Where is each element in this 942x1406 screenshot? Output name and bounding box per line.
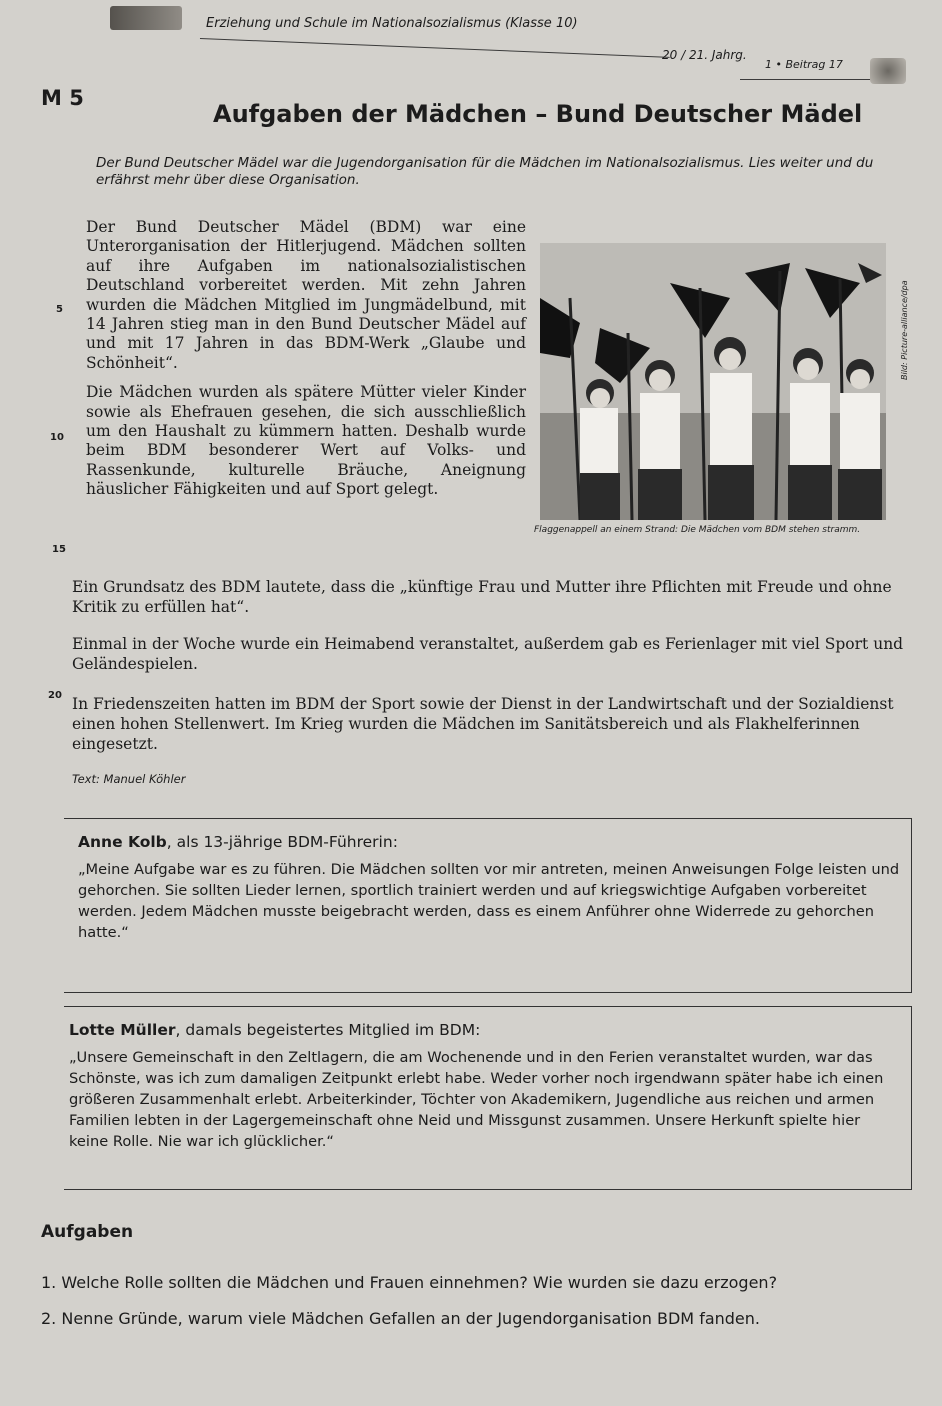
task-number: 2. (41, 1309, 57, 1328)
quote-text: „Unsere Gemeinschaft in den Zeltlagern, die am Wochenende und in den Ferien veranstaltet wurden, war das Schönste, was ich zum damaligen Zeitpunkt erlebt habe. Weder vorher noch irgendwann später habe ich einen größeren Zusammenhalt erlebt. Arbeiterkinder, Töchter von Akademikern, Jugendliche aus reichen und armen Familien lebten in der Lagergemeinschaft ohne Neid und Missgunst zusammen. Unsere Herkunft spielte hier keine Rolle. Nie war ich glücklicher.“ (69, 1049, 884, 1150)
quote-box-anne-kolb (64, 818, 912, 993)
page-title: Aufgaben der Mädchen – Bund Deutscher Mädel (213, 100, 863, 128)
line-number: 5 (56, 304, 63, 315)
series-badge-icon (870, 58, 906, 84)
header-rule-right (740, 79, 870, 80)
speaker-name: Anne Kolb (78, 833, 167, 851)
task-item (41, 1273, 911, 1292)
beitrag-label: 1 • Beitrag 17 (765, 58, 843, 71)
body-column (86, 218, 526, 500)
task-list (41, 1273, 911, 1345)
paragraph-4: Einmal in der Woche wurde ein Heimabend veranstaltet, außerdem gab es Ferienlager mit viel Sport und Geländespielen. (72, 635, 904, 673)
quote-speaker (78, 833, 901, 851)
paragraph-3: Ein Grundsatz des BDM lautete, dass die „künftige Frau und Mutter ihre Pflichten mit Freude und ohne Kritik zu erfüllen hat“. (72, 578, 892, 616)
line-number: 10 (50, 432, 64, 443)
quote-speaker (69, 1021, 901, 1039)
task-item (41, 1309, 911, 1328)
intro-text: Der Bund Deutscher Mädel war die Jugendorganisation für die Mädchen im Nationalsozialismus. Lies weiter und du erfährst mehr über diese Organisation. (96, 155, 874, 188)
quote-text: „Meine Aufgabe war es zu führen. Die Mädchen sollten vor mir antreten, meinen Anweisungen Folge leisten und gehorchen. Sie sollten Lieder lernen, sportlich trainiert werden und auf kriegswichtige Aufgaben vorbereitet werden. Jedem Mädchen musste beigebracht werden, dass es einem Anführer ohne Widerrede zu gehorchen hatte.“ (78, 861, 900, 941)
material-label: M 5 (41, 86, 84, 110)
speaker-name: Lotte Müller (69, 1021, 176, 1039)
paragraph-2: Die Mädchen wurden als spätere Mütter vieler Kinder sowie als Ehefrauen gesehen, die sich ausschließlich um den Haushalt zu kümmern hatten. Deshalb wurde beim BDM besonderer Wert auf Volks- und Rassenkunde, kulturelle Bräuche, Aneignung häuslicher Fähigkeiten und auf Sport gelegt. (86, 383, 526, 499)
bdm-photo (540, 243, 886, 520)
speaker-role: , damals begeistertes Mitglied im BDM: (175, 1021, 481, 1039)
task-number: 1. (41, 1273, 57, 1292)
task-text: Welche Rolle sollten die Mädchen und Frauen einnehmen? Wie wurden sie dazu erzogen? (61, 1273, 778, 1292)
year-label: 20 / 21. Jahrg. (662, 48, 747, 62)
text-source: Text: Manuel Köhler (72, 772, 186, 786)
series-title: Erziehung und Schule im Nationalsozialismus (Klasse 10) (206, 16, 578, 31)
publisher-logo (110, 6, 182, 30)
quote-box-lotte-mueller (64, 1006, 912, 1190)
task-text: Nenne Gründe, warum viele Mädchen Gefallen an der Jugendorganisation BDM fanden. (61, 1309, 760, 1328)
line-number: 20 (48, 690, 62, 701)
paragraph-1: Der Bund Deutscher Mädel (BDM) war eine Unterorganisation der Hitlerjugend. Mädchen sollten auf ihre Aufgaben im nationalsozialistischen Deutschland vorbereitet werden. Mit zehn Jahren wurden die Mädchen Mitglied im Jungmädelbund, mit 14 Jahren stieg man in den Bund Deutscher Mädel auf und mit 17 Jahren in das BDM-Werk „Glaube und Schönheit“. (86, 218, 526, 372)
photo-illustration (540, 243, 886, 520)
speaker-role: , als 13-jährige BDM-Führerin: (166, 833, 398, 851)
tasks-heading: Aufgaben (41, 1222, 134, 1242)
photo-caption: Flaggenappell an einem Strand: Die Mädchen vom BDM stehen stramm. (534, 525, 861, 535)
header-rule (200, 38, 670, 58)
paragraph-5: In Friedenszeiten hatten im BDM der Sport sowie der Dienst in der Landwirtschaft und der Sozialdienst einen hohen Stellenwert. Im Krieg wurden die Mädchen im Sanitätsbereich und als Flakhelferinnen eingesetzt. (72, 695, 894, 753)
photo-credit: Bild: Picture-alliance/dpa (900, 280, 909, 380)
line-number: 15 (52, 544, 66, 555)
